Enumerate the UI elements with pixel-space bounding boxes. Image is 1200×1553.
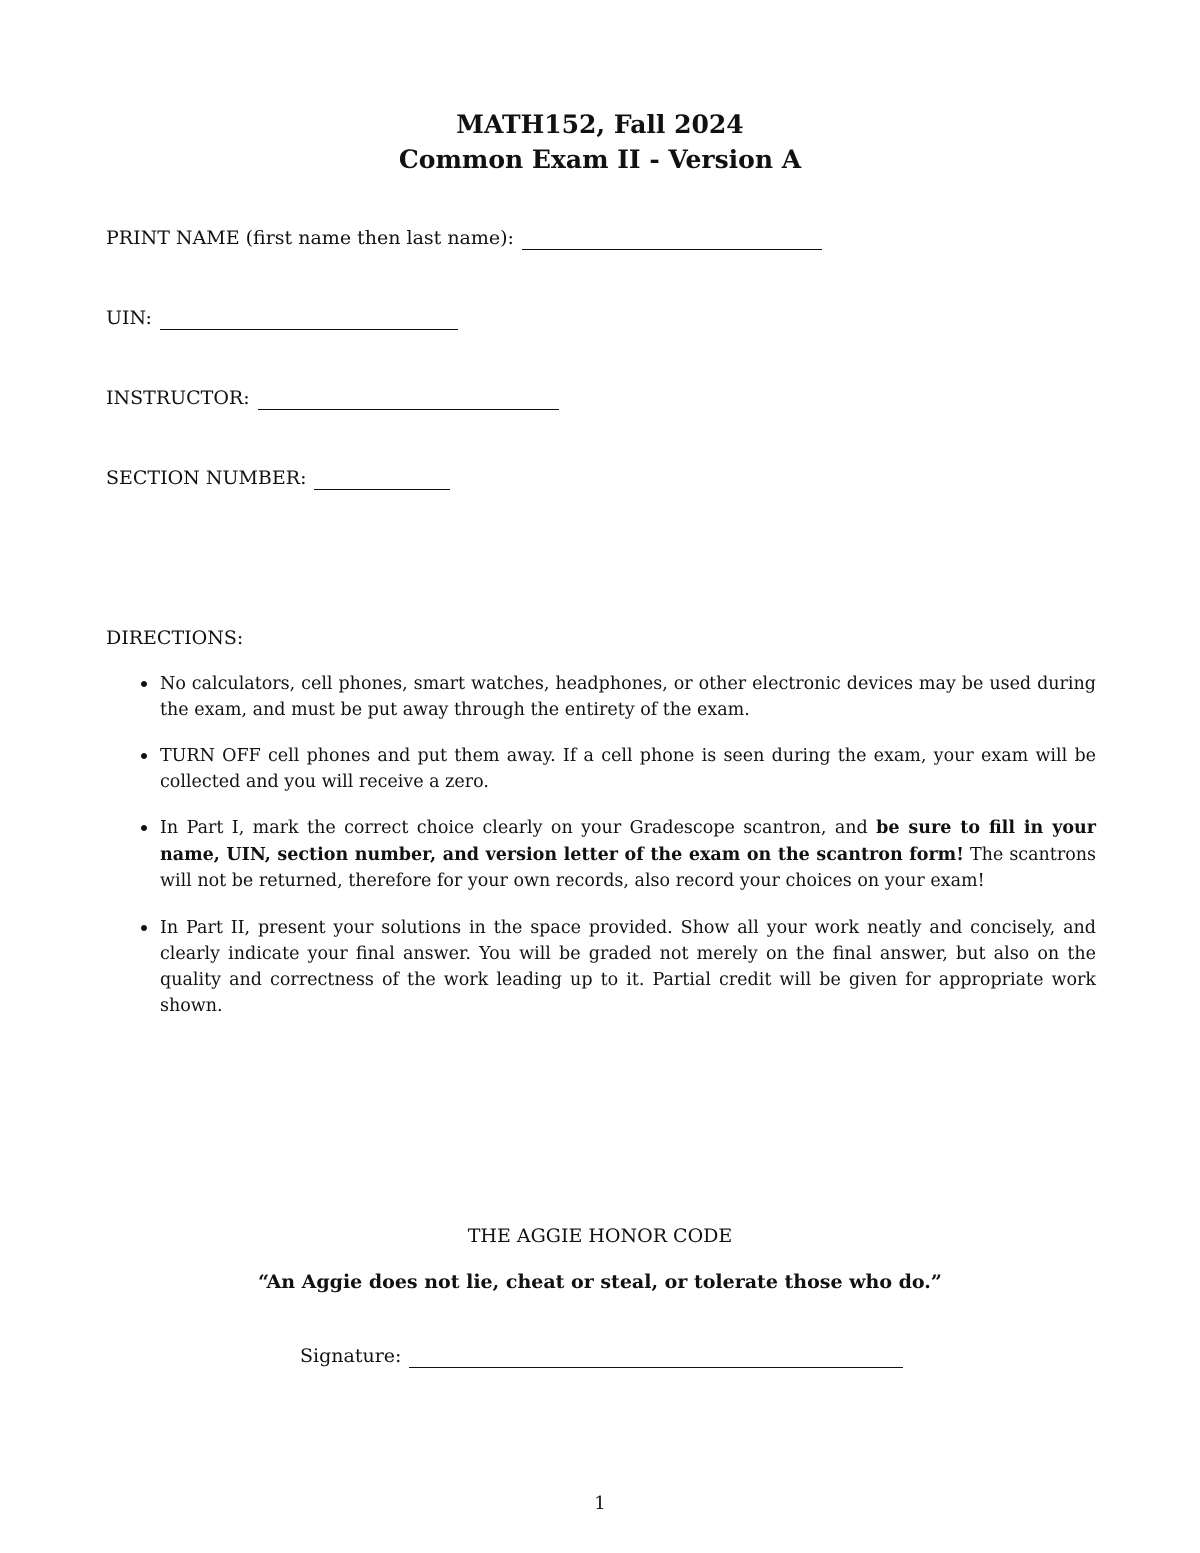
bullet-icon [141, 925, 147, 931]
direction-item [106, 743, 1096, 795]
uin-label: UIN: [106, 307, 152, 329]
bullet-icon [141, 753, 147, 759]
signature-blank[interactable] [409, 1347, 903, 1368]
direction-emphasis: be sure to fill in your name, UIN, section number, and version letter of the exam on the scantron form! [160, 818, 1096, 865]
section-number-label: SECTION NUMBER: [106, 467, 307, 489]
instructor-blank[interactable] [258, 389, 559, 410]
honor-code-quote: “An Aggie does not lie, cheat or steal, or tolerate those who do.” [258, 1271, 942, 1293]
print-name-label: PRINT NAME (first name then last name): [106, 227, 514, 249]
print-name-blank[interactable] [522, 229, 822, 250]
honor-code-heading: THE AGGIE HONOR CODE [467, 1225, 733, 1247]
exam-title: Common Exam II - Version A [398, 145, 802, 174]
direction-text: The scantrons will not be returned, therefore for your own records, also record your choices on your exam! [160, 844, 1096, 891]
uin-row [106, 306, 458, 330]
direction-item [106, 815, 1096, 895]
bullet-icon [141, 681, 147, 687]
instructor-row [106, 386, 559, 410]
uin-blank[interactable] [160, 309, 458, 330]
direction-text: In Part I, mark the correct choice clearly on your Gradescope scantron, and [160, 818, 877, 838]
instructor-label: INSTRUCTOR: [106, 387, 250, 409]
section-number-blank[interactable] [314, 469, 450, 490]
page-number: 1 [594, 1493, 606, 1514]
directions-list [106, 671, 1096, 1039]
direction-text: No calculators, cell phones, smart watches, headphones, or other electronic devices may be used during the exam, and must be put away through the entirety of the exam. [160, 674, 1096, 720]
signature-label: Signature: [300, 1345, 402, 1367]
print-name-row [106, 226, 822, 250]
signature-row [300, 1344, 903, 1368]
direction-text: TURN OFF cell phones and put them away. If a cell phone is seen during the exam, your exam will be collected and you will receive a zero. [160, 746, 1096, 792]
bullet-icon [141, 825, 147, 831]
direction-item [106, 671, 1096, 723]
direction-text: In Part II, present your solutions in the space provided. Show all your work neatly and concisely, and clearly indicate your final answer. You will be graded not merely on the final answer, but also on the quality and correctness of the work leading up to it. Partial credit will be given for appropriate work shown. [160, 917, 1096, 1016]
directions-heading: DIRECTIONS: [106, 627, 244, 649]
course-title: MATH152, Fall 2024 [456, 110, 744, 139]
direction-item [106, 915, 1096, 1019]
section-number-row [106, 466, 450, 490]
